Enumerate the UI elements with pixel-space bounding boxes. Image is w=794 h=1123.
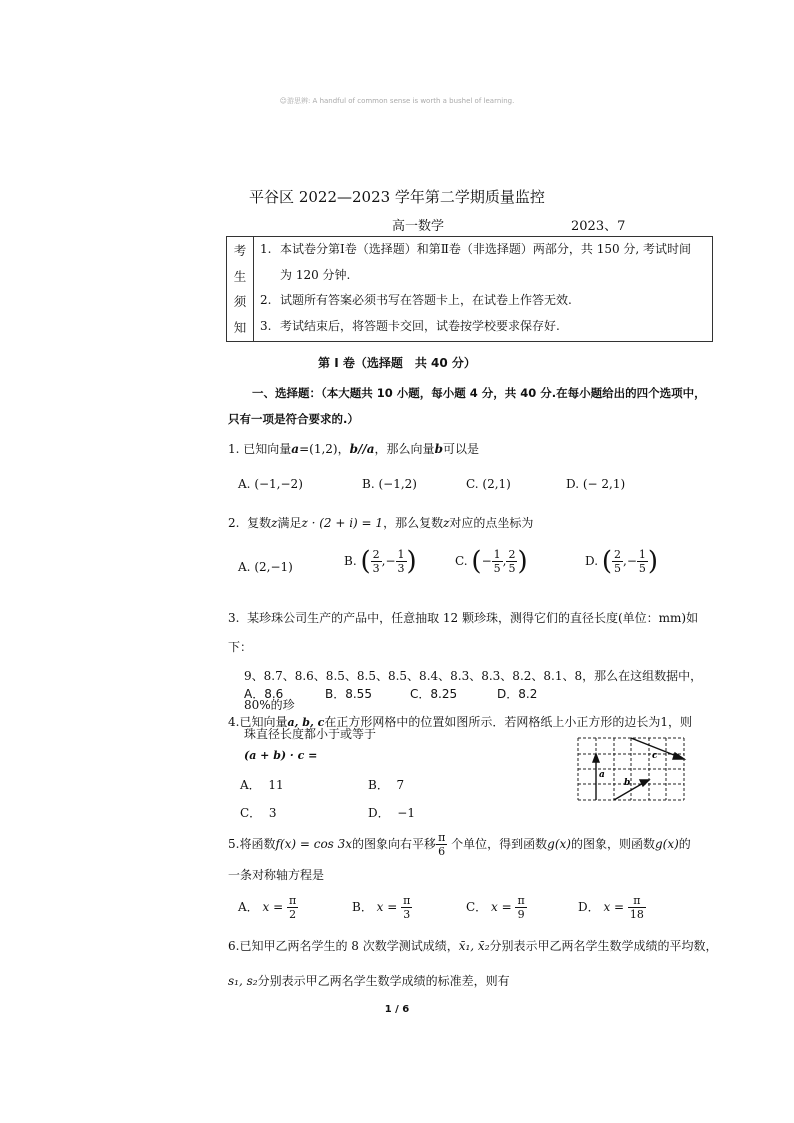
exam-title: 平谷区 2022—2023 学年第二学期质量监控 (249, 188, 545, 206)
question-6: 6.已知甲乙两名学生的 8 次数学测试成绩，x̄₁, x̄₂分别表示甲乙两名学生数学成绩的平均数， (228, 939, 718, 953)
watermark: ☺游思辨: A handful of common sense is worth a bushel of learning. (279, 97, 515, 105)
section-title: 第 I 卷（选择题 共 40 分） (318, 356, 476, 370)
q5-option-a: A． x = $\frac{\pi}{2}$ (238, 894, 297, 921)
section-instruction: 一、选择题：（本大题共 10 小题，每小题 4 分，共 40 分.在每小题给出的四个选项中， 只有一项是符合要求的.） (228, 386, 706, 426)
q1-option-c: C. (2,1) (466, 477, 511, 491)
q1-option-b: B. (−1,2) (362, 477, 417, 491)
q3-option-a: A．8.6 (244, 687, 284, 701)
q3-option-c: C．8.25 (410, 687, 458, 701)
q2-option-d: D. ( $\frac{2}{5}$ ,− $\frac{1}{5}$ ) (585, 546, 659, 577)
question-3: 3. 某珍珠公司生产的产品中，任意抽取 12 颗珍珠，测得它们的直径长度(单位：mm)如下： 9、8.7、8.6、8.5、8.5、8.5、8.4、8.3、8.3、8.2、8.1、8，那么在这组数据中，80%的珍 珠直径长度都小于或等于 (228, 611, 703, 741)
question-4: 4.已知向量a, b, c在正方形网格中的位置如图所示．若网格纸上小正方形的边长为1，则 (228, 715, 692, 729)
question-2: 2. 复数z满足z · (2 + i) = 1，那么复数z对应的点坐标为 (228, 516, 534, 530)
q2-option-b: B. ( $\frac{2}{3}$ ,− $\frac{1}{3}$ ) (344, 546, 417, 577)
vector-a-arrowhead (593, 754, 599, 762)
page-number: 1 / 6 (384, 1004, 410, 1015)
q4-option-d: D． −1 (368, 806, 415, 820)
notice-item: 3. 考试结束后，将答题卡交回，试卷按学校要求保存好. (260, 318, 560, 333)
question-5-continued: 一条对称轴方程是 (228, 868, 325, 882)
q4-option-b: B． 7 (368, 778, 405, 792)
vector-a-label: a (599, 770, 605, 780)
notice-items (254, 237, 713, 342)
vector-grid-figure (574, 736, 688, 804)
q4-option-c: C． 3 (240, 806, 277, 820)
vector-c-label: c (652, 751, 658, 761)
notice-item: 1. 本试卷分第Ⅰ卷（选择题）和第Ⅱ卷（非选择题）两部分，共 150 分, 考试时间 (260, 242, 692, 256)
notice-item: 2. 试题所有答案必须书写在答题卡上，在试卷上作答无效. (260, 293, 572, 307)
q1-option-a: A. (−1,−2) (238, 477, 303, 491)
notice-box (226, 236, 713, 342)
question-6-continued: s₁, s₂分别表示甲乙两名学生数学成绩的标准差，则有 (228, 974, 510, 988)
q2-option-c: C. (− $\frac{1}{5}$ , $\frac{2}{5}$ ) (455, 546, 528, 577)
q5-option-b: B． x = $\frac{\pi}{3}$ (352, 894, 411, 921)
question-5: 5.将函数f(x) = cos 3x的图象向右平移 $\frac{\pi}{6}$ 个单位，得到函数g(x)的图象，则函数g(x)的 (228, 831, 691, 858)
q5-option-c: C． x = $\frac{\pi}{9}$ (466, 894, 525, 921)
q3-option-b: B．8.55 (325, 687, 372, 701)
exam-subject: 高一数学 (392, 219, 445, 234)
notice-side-label: 考 生 须 知 (227, 237, 254, 342)
q5-option-d: D． x = $\frac{\pi}{18}$ (578, 894, 644, 921)
q3-option-d: D．8.2 (497, 687, 538, 701)
vector-b-arrowhead (640, 780, 649, 786)
vector-b-label: b (624, 778, 631, 788)
q2-option-a: A. (2,−1) (238, 560, 293, 574)
q1-option-d: D. (− 2,1) (566, 477, 626, 491)
notice-item-continued: 为 120 分钟. (280, 267, 351, 282)
q4-option-a: A． 11 (240, 778, 284, 792)
exam-date: 2023、7 (571, 219, 626, 234)
q4-expression: (a + b) · c = (244, 749, 318, 762)
question-1: 1. 已知向量a=(1,2)，b//a，那么向量b可以是 (228, 442, 479, 456)
